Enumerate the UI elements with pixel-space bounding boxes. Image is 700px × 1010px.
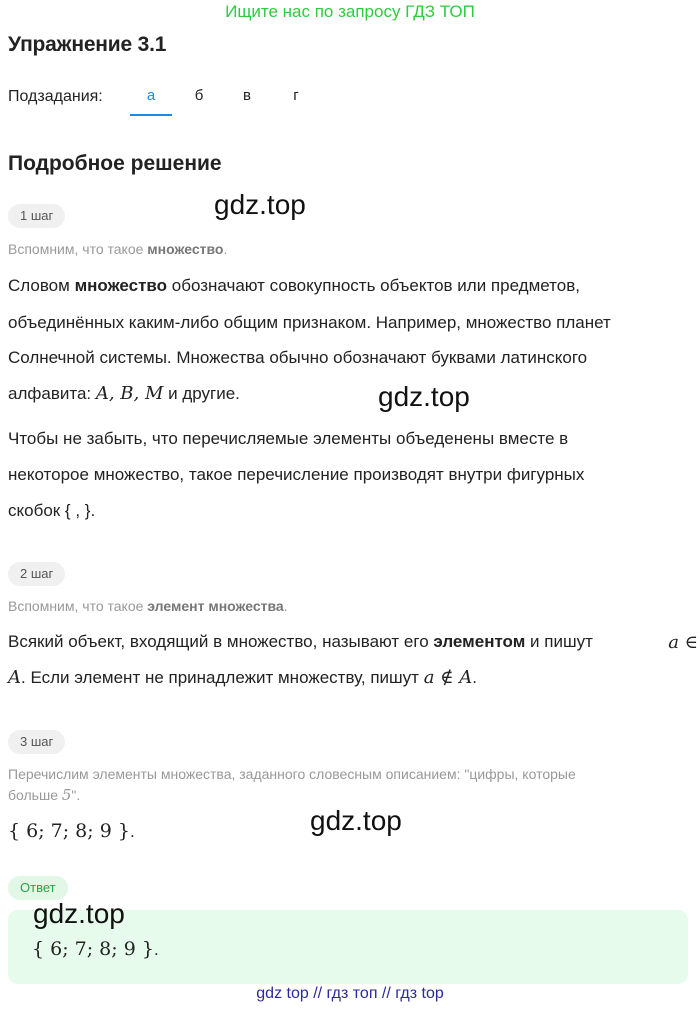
answer-badge: Ответ — [8, 876, 68, 900]
watermark: gdz.top — [310, 805, 402, 836]
watermark: gdz.top — [378, 381, 470, 412]
math-expression: A, B, M — [95, 383, 164, 404]
subtasks-label: Подзадания: — [8, 88, 103, 105]
subtasks-bar — [8, 80, 308, 116]
step-hint: Перечислим элементы множества, заданного словесным описанием: "цифры, которые — [8, 766, 576, 782]
paragraph-line: некоторое множество, такое перечисление производят внутри фигурных — [8, 465, 585, 484]
math-set: { 6; 7; 8; 9 }. — [8, 820, 135, 842]
step-badge: 2 шаг — [8, 562, 65, 586]
math-expression: a ∈ — [668, 632, 698, 653]
tab-g[interactable]: г — [293, 87, 299, 104]
footer-links[interactable]: gdz top // гдз топ // гдз top — [256, 985, 444, 1002]
math-expression: A — [8, 667, 21, 688]
watermark: gdz.top — [214, 189, 306, 220]
step-hint: Вспомним, что такое множество. — [8, 241, 228, 257]
paragraph-line: Словом множество обозначают совокупность объектов или предметов, — [8, 276, 580, 295]
section-title: Подробное решение — [8, 152, 222, 175]
tab-a[interactable]: а — [130, 80, 172, 116]
answer-set: { 6; 7; 8; 9 }. — [32, 938, 159, 960]
step-badge: 1 шаг — [8, 204, 65, 228]
paragraph-line: алфавита: A, B, M и другие. — [8, 383, 240, 404]
math-expression: a ∉ A — [423, 667, 473, 688]
paragraph-line: скобок { , }. — [8, 501, 96, 520]
tab-b[interactable]: б — [194, 87, 204, 104]
paragraph-line: Всякий объект, входящий в множество, называют его элементом и пишут a ∈ — [8, 632, 698, 653]
step-hint: больше 5". — [8, 786, 81, 804]
paragraph-line: объединённых каким-либо общим признаком. Например, множество планет — [8, 313, 611, 332]
search-banner: Ищите нас по запросу ГДЗ ТОП — [225, 2, 475, 21]
watermark: gdz.top — [33, 898, 125, 929]
exercise-title: Упражнение 3.1 — [8, 33, 167, 56]
paragraph-line: A. Если элемент не принадлежит множеству, пишут a ∉ A. — [8, 667, 477, 688]
step-badge: 3 шаг — [8, 730, 65, 754]
paragraph-line: Солнечной системы. Множества обычно обозначают буквами латинского — [8, 348, 588, 367]
tab-v[interactable]: в — [243, 87, 251, 104]
step-hint: Вспомним, что такое элемент множества. — [8, 598, 288, 614]
paragraph-line: Чтобы не забыть, что перечисляемые элементы объеденены вместе в — [8, 429, 569, 448]
